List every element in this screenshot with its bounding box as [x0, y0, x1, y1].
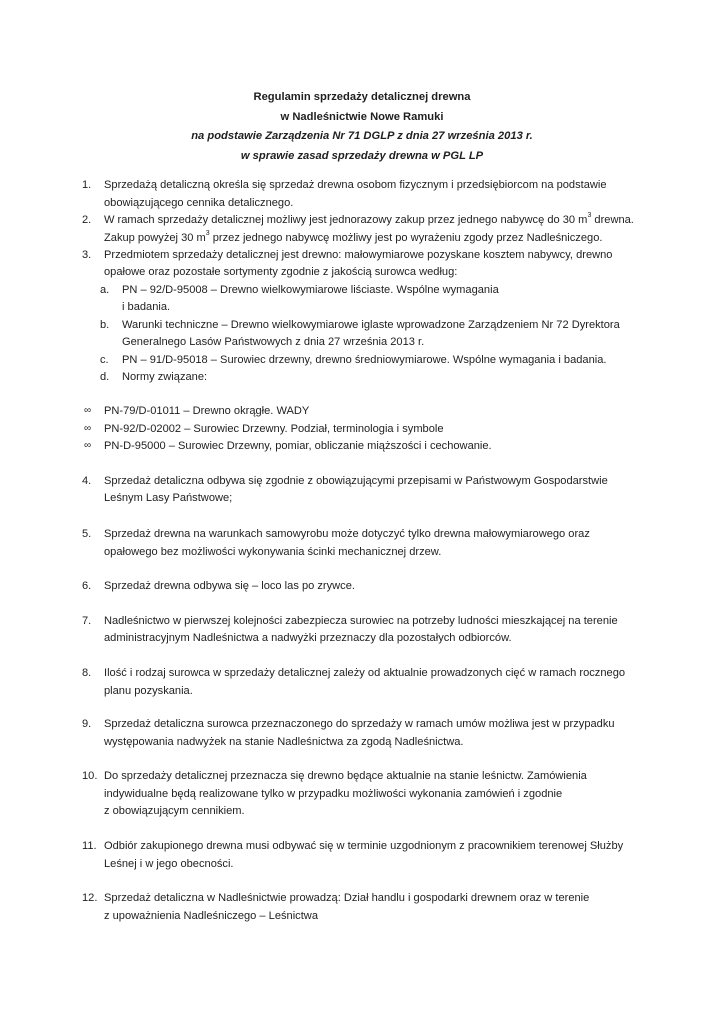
item-number: 9.: [82, 718, 92, 730]
subitem-text: Warunki techniczne – Drewno wielkowymiarowe iglaste wprowadzone Zarządzeniem Nr 72 Dyrektora: [122, 319, 620, 331]
title-line-4: w sprawie zasad sprzedaży drewna w PGL LP: [240, 149, 484, 162]
bullet-text: PN-D-95000 – Surowiec Drzewny, pomiar, obliczanie miąższości i cechowanie.: [104, 440, 492, 452]
bullet-text: PN-79/D-01011 – Drewno okrągłe. WADY: [104, 405, 310, 417]
item-text: Sprzedaż detaliczna w Nadleśnictwie prowadzą: Dział handlu i gospodarki drewnem oraz w terenie: [104, 892, 590, 904]
item-number: 11.: [82, 840, 97, 852]
infinity-bullet-icon: ∞: [84, 440, 92, 451]
title-line-1: Regulamin sprzedaży detalicznej drewna: [253, 91, 471, 103]
item-text: Sprzedaż drewna na warunkach samowyrobu może dotyczyć tylko drewna małowymiarowego oraz: [104, 528, 590, 540]
item-number: 7.: [82, 615, 92, 627]
title-line-2: w Nadleśnictwie Nowe Ramuki: [280, 110, 444, 123]
item-text: planu pozyskania.: [104, 685, 193, 697]
item-text: opałowe oraz pozostałe sortymenty zgodnie z jakością surowca według:: [104, 266, 458, 278]
infinity-bullet-icon: ∞: [84, 405, 92, 416]
item-number: 10.: [82, 770, 98, 782]
subitem-letter: b.: [100, 319, 110, 331]
item-text: z upoważnienia Nadleśniczego – Leśnictwa: [104, 910, 318, 922]
item-number: 4.: [82, 475, 92, 487]
item-text: Ilość i rodzaj surowca w sprzedaży detalicznej zależy od aktualnie prowadzonych cięć w ramach rocznego: [104, 667, 626, 679]
subitem-text: PN – 92/D-95008 – Drewno wielkowymiarowe liściaste. Wspólne wymagania: [122, 284, 499, 296]
item-text: Zakup powyżej 30 $m^3$ przez jednego nabywcę możliwy jest po wyrażeniu zgody przez Nadleśniczego.: [104, 230, 603, 244]
bullet-text: PN-92/D-02002 – Surowiec Drzewny. Podział, terminologia i symbole: [104, 423, 444, 435]
item-text: występowania nadwyżek na stanie Nadleśnictwa za zgodą Nadleśnictwa.: [104, 736, 464, 748]
item-text: Leśnej i w jego obecności.: [104, 858, 234, 870]
document-title: [0, 88, 724, 166]
item-number: 8.: [82, 667, 92, 679]
item-text: W ramach sprzedaży detalicznej możliwy jest jednorazowy zakup przez jednego nabywcę do 30 $m^3$ drewna.: [104, 212, 634, 226]
infinity-bullet-icon: ∞: [84, 423, 92, 434]
subitem-text: i badania.: [122, 301, 171, 313]
item-text: obowiązującego cennika detalicznego.: [104, 197, 294, 209]
subitem-text: PN – 91/D-95018 – Surowiec drzewny, drewno średniowymiarowe. Wspólne wymagania i badania.: [122, 354, 607, 366]
title-line-3: na podstawie Zarządzenia Nr 71 DGLP z dnia 27 września 2013 r.: [191, 130, 533, 142]
item-text: z obowiązującym cennikiem.: [104, 805, 245, 817]
item-text: administracyjnym Nadleśnictwa a nadwyżki przeznaczy dla pozostałych odbiorców.: [104, 632, 512, 644]
item-text: Sprzedaż detaliczna surowca przeznaczonego do sprzedaży w ramach umów możliwa jest w przypadku: [104, 718, 615, 730]
item-text: opałowego bez możliwości wykonywania ścinki mechanicznej drzew.: [104, 546, 442, 558]
item-number: 1.: [82, 179, 92, 191]
subitem-letter: c.: [100, 354, 109, 366]
item-text: Do sprzedaży detalicznej przeznacza się drewno będące aktualnie na stanie leśnictw. Zamówienia: [104, 770, 587, 782]
item-text: Przedmiotem sprzedaży detalicznej jest drewno: małowymiarowe pozyskane kosztem nabywcy, drewno: [104, 249, 613, 261]
item-number: 3.: [82, 249, 92, 261]
item-text: Sprzedażą detaliczną określa się sprzedaż drewna osobom fizycznym i przedsiębiorcom na podstawie: [104, 179, 607, 191]
subitem-letter: a.: [100, 284, 110, 296]
subitem-text: Normy związane:: [122, 371, 208, 383]
item-text: indywidualne będą realizowane tylko w przypadku możliwości wykonania zamówień i zgodnie: [104, 788, 563, 800]
item-number: 6.: [82, 580, 92, 592]
item-text: Odbiór zakupionego drewna musi odbywać się w terminie uzgodnionym z pracownikiem terenowej Służby: [104, 840, 624, 852]
subitem-letter: d.: [100, 371, 110, 383]
item-number: 5.: [82, 528, 92, 540]
item-text: Sprzedaż detaliczna odbywa się zgodnie z obowiązującymi przepisami w Państwowym Gospodarstwie: [104, 475, 608, 487]
subitem-text: Generalnego Lasów Państwowych z dnia 27 września 2013 r.: [122, 336, 425, 348]
item-text: Leśnym Lasy Państwowe;: [104, 492, 233, 504]
item-number: 12.: [82, 892, 98, 904]
item-number: 2.: [82, 214, 92, 226]
item-text: Sprzedaż drewna odbywa się – loco las po zrywce.: [104, 580, 355, 592]
item-text: Nadleśnictwo w pierwszej kolejności zabezpiecza surowiec na potrzeby ludności mieszkającej na terenie: [104, 615, 618, 627]
